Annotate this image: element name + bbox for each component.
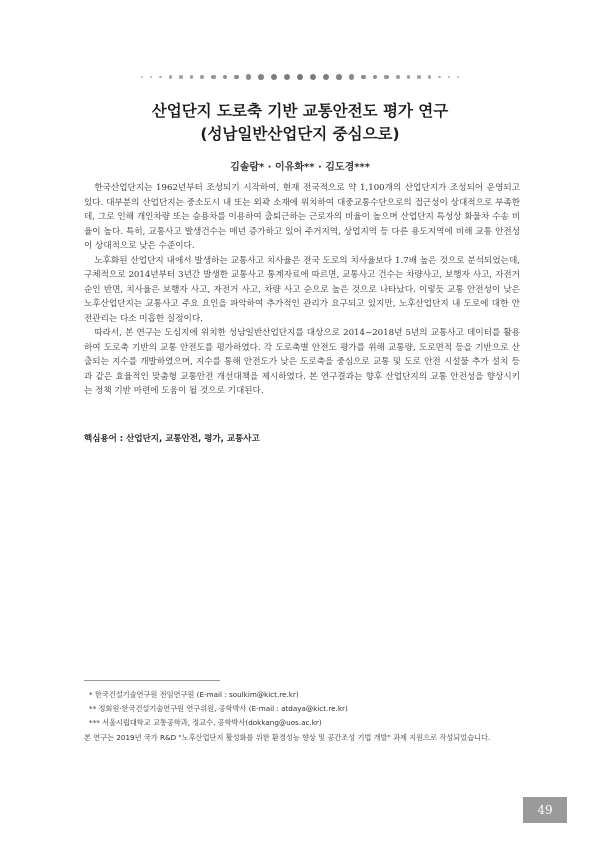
abstract-paragraph: 따라서, 본 연구는 도심지에 위치한 성남일반산업단지를 대상으로 2014~2018년 5년의 교통사고 데이터를 활용하여 도로축 기반의 교통 안전도를 평가하였다. 각 도로축별 안전도 평가를 위해 교통량, 도로면적 등을 기반으로 산출되는 지수를 개발하였으며, 지수를 통해 안전도가 낮은 도로축을 중심으로 교통 및 도로 안전 시설물 추가 설치 등과 같은 효율적인 맞춤형 교통안전 개선대책을 제시하였다. 본 연구결과는 향후 산업단지의 교통 안전성을 향상시키는 정책 기반 마련에 도움이 될 것으로 기대된다. — [84, 328, 520, 396]
decorative-dot — [336, 74, 342, 80]
decorative-dot — [169, 75, 172, 78]
decorative-dot — [246, 74, 251, 79]
decorative-dot — [373, 75, 378, 80]
abstract-paragraph: 한국산업단지는 1962년부터 조성되기 시작하여, 현재 전국적으로 약 1,100개의 산업단지가 조성되어 운영되고 있다. 대부분의 산업단지는 중소도시 내 또는 외곽 소재에 위치하여 대중교통수단으로의 접근성이 상대적으로 부족한데, 그로 인해 개인차량 또는 승용차를 이용하여 출퇴근하는 근로자의 비율이 높으며 산업단지 특성상 화물차 수송 비율이 높다. 특히, 교통사고 발생건수는 매년 증가하고 있어 주거지역, 상업지역 등 다른 용도지역에 비해 교통 안전성이 상대적으로 낮은 수준이다. — [84, 183, 520, 251]
footnote-3: *** 서울시립대학교 교통공학과, 정교수, 공학박사(dokkang@uos.ac.kr) — [89, 718, 322, 728]
keywords: 핵심용어 : 산업단지, 교통안전, 평가, 교통사고 — [84, 434, 260, 444]
decorative-dot — [234, 75, 239, 80]
decorative-dot — [200, 75, 204, 79]
decorative-dot — [384, 75, 388, 79]
decorative-dot — [179, 75, 182, 78]
decorative-dot — [258, 74, 264, 80]
decorative-dot — [284, 74, 290, 80]
paper-title — [40, 100, 560, 146]
decorative-dot — [323, 74, 329, 80]
footnote-divider — [84, 680, 220, 681]
decorative-dot — [141, 76, 143, 78]
decorative-dot — [417, 75, 420, 78]
decorative-dot — [223, 75, 228, 80]
abstract — [84, 181, 520, 399]
decorative-dot-row — [0, 71, 600, 83]
decorative-dot — [438, 76, 441, 79]
funding-note: 본 연구는 2019년 국가 R&D "노후산업단지 활성화를 위한 환경성능 향상 및 공간조성 기법 개발" 과제 지원으로 작성되었습니다. — [84, 732, 491, 742]
decorative-dot — [361, 75, 366, 80]
decorative-dot — [428, 75, 431, 78]
title-line-2: (성남일반산업단지 중심으로) — [200, 125, 400, 143]
footnotes — [84, 688, 524, 745]
decorative-dot — [159, 76, 162, 79]
decorative-dot — [297, 74, 303, 80]
decorative-dot — [457, 76, 459, 78]
decorative-dot — [310, 74, 316, 80]
decorative-dot — [448, 76, 451, 79]
title-line-1: 산업단지 도로축 기반 교통안전도 평가 연구 — [151, 102, 449, 120]
page-number: 49 — [523, 797, 567, 823]
decorative-dot — [349, 74, 354, 79]
decorative-dot — [150, 76, 153, 79]
author-list: 김솔람* · 이유화** · 김도경*** — [230, 162, 370, 173]
decorative-dot — [407, 75, 411, 79]
decorative-dot — [211, 75, 215, 79]
decorative-dot — [271, 74, 277, 80]
decorative-dot — [396, 75, 400, 79]
abstract-paragraph: 노후화된 산업단지 내에서 발생하는 교통사고 치사율은 전국 도로의 치사율보다 1.7배 높은 것으로 분석되었는데, 구체적으로 2014년부터 3년간 발생한 교통사고 통계자료에 따르면, 교통사고 건수는 차량사고, 보행자 사고, 자전거 순인 반면, 치사율은 보행자 사고, 자전거 사고, 차량 사고 순으로 높은 것으로 나타났다. 이렇듯 교통 안전성이 낮은 노후산업단지는 교통사고 주요 요인을 파악하여 추가적인 관리가 요구되고 있지만, 노후산업단지 내 도로에 대한 안전관리는 다소 미흡한 실정이다. — [84, 255, 520, 324]
decorative-dot — [190, 75, 194, 79]
footnote-1: * 한국건설기술연구원 전임연구원 (E-mail : soulkim@kict.re.kr) — [89, 690, 299, 699]
footnote-2: ** 정회원·한국건설기술연구원 연구위원, 공학박사 (E-mail : atdaya@kict.re.kr) — [89, 704, 348, 714]
